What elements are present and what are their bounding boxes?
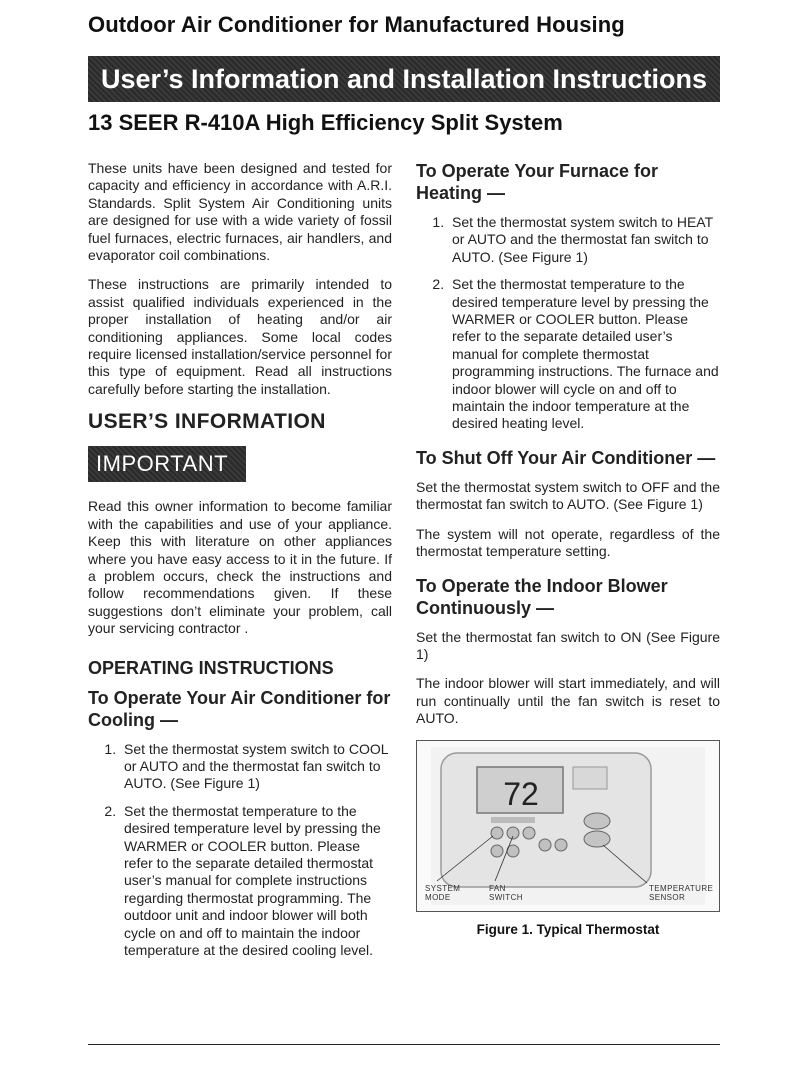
thermostat-figure	[416, 740, 720, 912]
heating-heading: To Operate Your Furnace for Heating —	[416, 161, 659, 203]
cooler-button	[584, 831, 610, 847]
blower-paragraph-2: The indoor blower will start immediately, and will run continually until the fan switch is reset to AUTO.	[416, 675, 720, 727]
shutoff-paragraph-1: Set the thermostat system switch to OFF and the thermostat fan switch to AUTO. (See Figure 1)	[416, 478, 720, 513]
important-paragraph: Read this owner information to become familiar with the capabilities and use of your appliance. Keep this with literature on other appliances where you have easy access to it in the future. If a problem occurs, check the instructions and follow recommendations given. If these suggestions don’t eliminate your problem, call your servicing contractor .	[88, 498, 392, 637]
figure-caption: Figure 1. Typical Thermostat	[476, 921, 660, 937]
intro-paragraph-2: These instructions are primarily intended to assist qualified individuals experienced in the proper installation of heating and/or air conditioning appliances. Some local codes require licensed installation/service personnel for this type of equipment. Read all instructions carefully before starting the installation.	[88, 276, 392, 397]
list-item: 1. Set the thermostat system switch to COOL or AUTO and the thermostat fan switch to AUTO. (See Figure 1)	[120, 741, 392, 793]
list-item: 1. Set the thermostat system switch to HEAT or AUTO and the thermostat fan switch to AUTO. (See Figure 1)	[448, 214, 720, 266]
brand-label	[573, 767, 607, 789]
cooling-heading: To Operate Your Air Conditioner for Cooling —	[88, 687, 391, 730]
blower-paragraph-1: Set the thermostat fan switch to ON (See Figure 1)	[416, 628, 720, 662]
shutoff-heading: To Shut Off Your Air Conditioner —	[416, 447, 716, 468]
cooling-steps-list	[88, 741, 392, 960]
shutoff-paragraph-2: The system will not operate, regardless of the thermostat temperature setting.	[416, 525, 720, 560]
list-item: 2. Set the thermostat temperature to the desired temperature level by pressing the WARMER or COOLER button. Please refer to the separate detailed thermostat user’s manual for complete instructions regarding thermostat programming. The outdoor unit and indoor blower will both cycle on and off to maintain the indoor temperature at the desired cooling level.	[120, 803, 392, 960]
users-information-heading: USER’S INFORMATION	[88, 410, 326, 434]
callout-temperature-sensor: TEMPERATURE SENSOR	[649, 883, 714, 902]
footer-rule	[88, 1044, 720, 1045]
warmer-button	[584, 813, 610, 829]
callout-fan-switch: FAN SWITCH	[489, 883, 523, 902]
list-item: 2. Set the thermostat temperature to the desired temperature level by pressing the WARMER or COOLER button. Please refer to the separate detailed user’s manual for complete thermostat programming instructions. The furnace and indoor blower will cycle on and off to maintain the indoor temperature at the desired heating level.	[448, 276, 720, 433]
section-banner: User’s Information and Installation Instructions	[88, 56, 720, 102]
fan-button	[507, 827, 519, 839]
time-button	[555, 839, 567, 851]
blower-heading: To Operate the Indoor Blower Continuously —	[416, 575, 668, 618]
system-button	[491, 827, 503, 839]
operating-instructions-heading: OPERATING INSTRUCTIONS	[88, 657, 334, 678]
document-title: Outdoor Air Conditioner for Manufactured Housing	[88, 12, 625, 37]
document-subtitle: 13 SEER R-410A High Efficiency Split System	[88, 110, 563, 135]
left-column	[88, 160, 392, 969]
program-button	[491, 845, 503, 857]
mode-button	[523, 827, 535, 839]
button-label-strip	[491, 817, 535, 823]
callout-system-mode: SYSTEM MODE	[425, 883, 461, 902]
day-button	[539, 839, 551, 851]
important-banner: IMPORTANT	[88, 446, 246, 482]
intro-paragraph-1: These units have been designed and tested for capacity and efficiency in accordance with A.R.I. Standards. Split System Air Conditioning units are designed for use with a wide variety of fossil fuel furnaces, electric furnaces, air handlers, and evaporator coil combinations.	[88, 160, 392, 264]
display-temperature: 72	[503, 775, 539, 812]
right-column	[416, 160, 720, 937]
heating-steps-list	[416, 214, 720, 433]
